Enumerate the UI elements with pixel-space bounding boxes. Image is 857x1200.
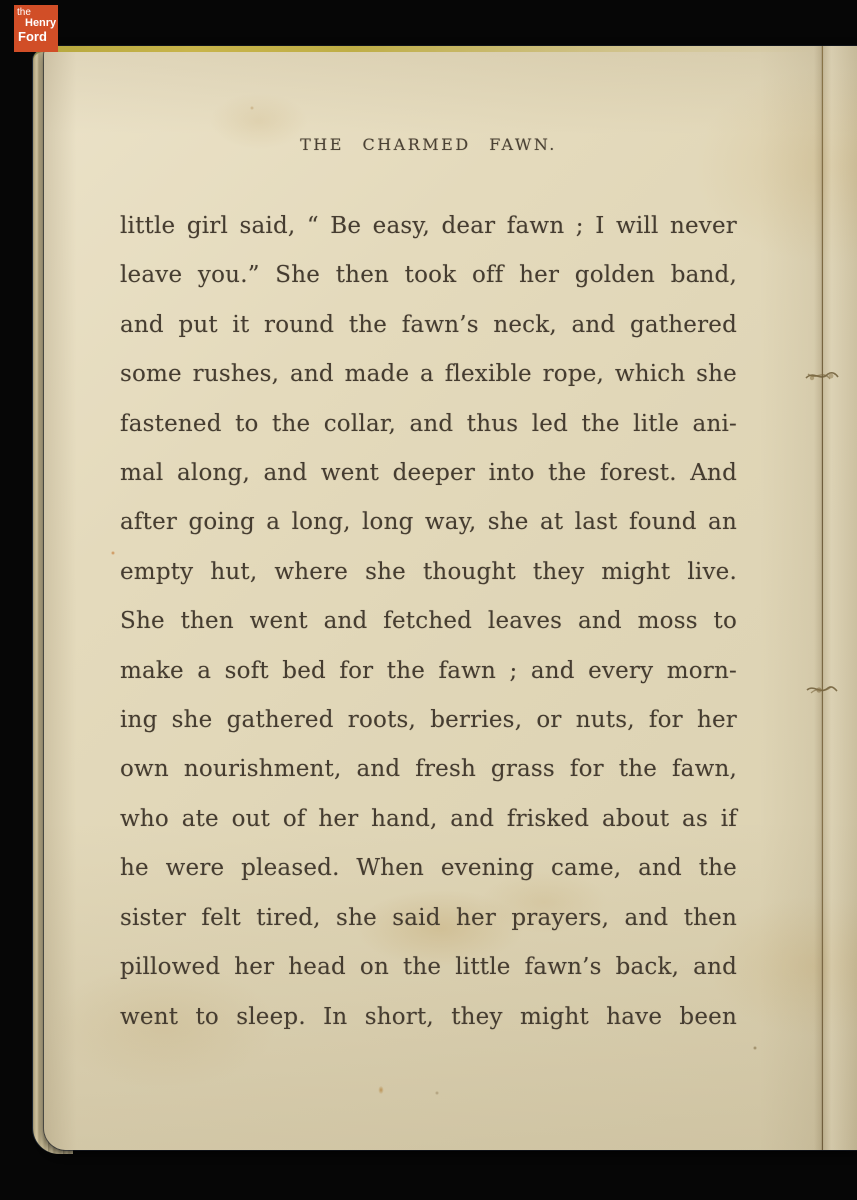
logo-text-the: the (17, 7, 31, 18)
text-line: who ate out of her hand, and frisked about as if (120, 805, 737, 832)
text-line: own nourishment, and fresh grass for the fawn, (120, 756, 737, 783)
page-gutter-fold (822, 46, 823, 1150)
book-page (44, 46, 857, 1150)
text-line: little girl said, “ Be easy, dear fawn ; I will never (120, 213, 737, 239)
text-line: pillowed her head on the little fawn’s back, and (120, 954, 737, 981)
page-text (120, 202, 737, 1042)
text-line: after going a long, long way, she at last found an (120, 509, 737, 536)
henry-ford-logo (14, 5, 58, 52)
text-line: some rushes, and made a flexible rope, which she (120, 361, 737, 388)
text-line: mal along, and went deeper into the forest. And (120, 460, 737, 487)
text-line: fastened to the collar, and thus led the litle ani- (120, 410, 737, 437)
stitch-thread-icon (804, 680, 840, 700)
text-line: he were pleased. When evening came, and the (120, 855, 737, 882)
text-line: and put it round the fawn’s neck, and gathered (120, 311, 737, 338)
text-line: went to sleep. In short, they might have been (120, 1003, 737, 1030)
logo-text-ford: Ford (18, 29, 47, 44)
gilt-top-edge (44, 46, 857, 52)
page-header: THE CHARMED FAWN. (300, 135, 557, 154)
page-gutter-shading (814, 46, 857, 1150)
logo-text-henry: Henry (25, 17, 57, 29)
text-line: empty hut, where she thought they might live. (120, 558, 737, 585)
text-line: make a soft bed for the fawn ; and every morn- (120, 657, 737, 684)
stitch-thread-icon (802, 366, 842, 388)
text-line: sister felt tired, she said her prayers, and then (120, 904, 737, 931)
text-line: ing she gathered roots, berries, or nuts, for her (120, 707, 737, 734)
text-line: She then went and fetched leaves and moss to (120, 608, 737, 635)
text-line: leave you.” She then took off her golden band, (120, 262, 737, 289)
